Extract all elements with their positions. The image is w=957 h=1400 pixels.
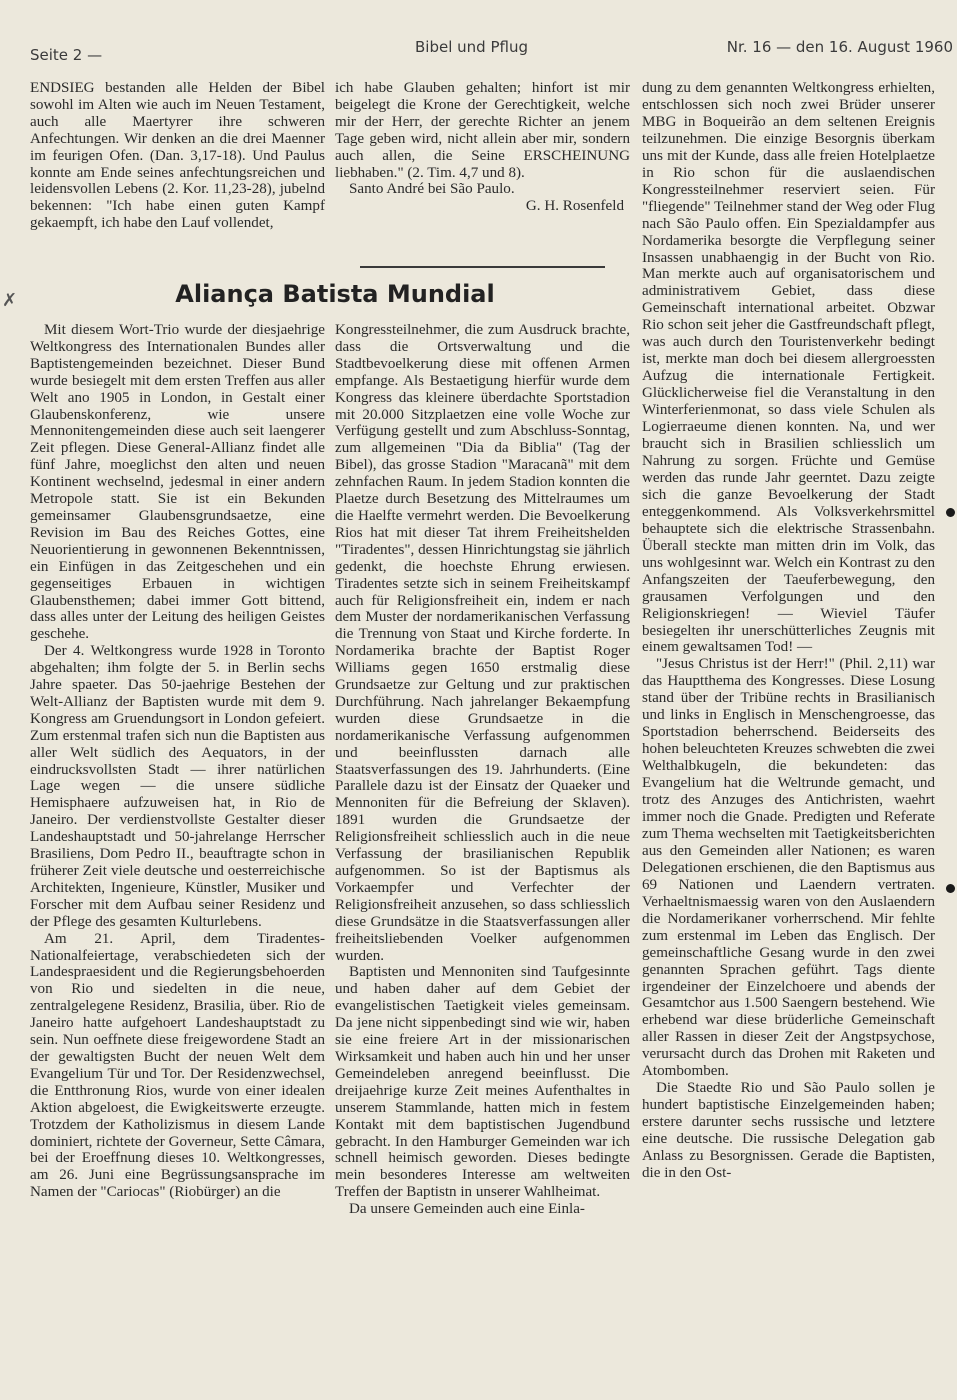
article-column-1 <box>30 322 325 1201</box>
paragraph: Da unsere Gemeinden auch eine Einla- <box>349 1201 585 1218</box>
previous-article-text-cont: ich habe Glauben gehalten; hinfort ist mir beigelegt die Krone der Gerechtigkeit, welche mir der Herr, der gerechte Richter an jenem Tage geben wird, nicht allein aber mir, sondern auch allen, die Seine ERSCHEINUNG liebhaben." (2. Tim. 4,7 und 8). <box>335 80 630 181</box>
paragraph: Baptisten und Mennoniten sind Taufgesinnte und haben daher auf dem Gebiet der evangelistischen Taetigkeit vieles gemeinsam. Da jene nicht sippenbedingt sind wie wir, haben sie eine freiere Art in der missionarischen Wirksamkeit und haben auch hin und her unser Gemeindeleben anregend beeinflusst. Die dreijaehrige kurze Zeit meines Aufenthaltes in unserem Stammlande, hatten mich in festem Kontakt mit dem baptistischen Jugendbund gebracht. In den Hamburger Gemeinden war ich schnell heimisch geworden. Dieses bedingte mein besonderes Interesse am weltweiten Treffen der Baptistn in unserer Wahlheimat. <box>335 964 630 1201</box>
article-title: Aliança Batista Mundial <box>175 280 495 308</box>
page-number: Seite 2 — <box>30 46 103 64</box>
author-place: Santo André bei São Paulo. <box>349 181 515 198</box>
previous-article-col2 <box>335 80 630 215</box>
binding-hole <box>946 508 955 517</box>
margin-mark: ✗ <box>2 290 18 311</box>
paragraph: Der 4. Weltkongress wurde 1928 in Toronto abgehalten; ihm folgte der 5. in Berlin sechs Jahre spaeter. Das 50-jaehrige Bestehen der Welt-Allianz der Baptisten wurde mit dem 9. Kongress am Gruendungsort in London gefeiert. Zum erstenmal trafen sich nun die Baptisten aus aller Welt südlich des Aequators, in der eindrucksvollsten Stadt — ihrer natürlichen Lage wegen — die unsere südliche Hemisphaere aufzuweisen hat, in Rio de Janeiro. Der verdienstvollste Gestalter dieser Landeshauptstadt und 50-jahrelange Herrscher Brasiliens, Dom Pedro II., beauftragte schon in früherer Zeit viele deutsche und oesterreichische Architekten, Ingenieure, Künstler, Musiker und Forscher mit dem Aufbau seiner Residenz und der Pflege des gesamten Kulturlebens. <box>30 643 325 930</box>
paragraph: "Jesus Christus ist der Herr!" (Phil. 2,11) war das Hauptthema des Kongresses. Diese Losung stand über der Tribüne rechts in Brasilianisch und links in Englisch in Menschengroesse, das Sportstadion beherrschend. Beiderseits des hohen beleuchteten Kreuzes schwebten die zwei Welthalbkugeln, die bekundeten: das Evangelium hat die Weltrunde gemacht, und trotz des Anzuges des Antichristen, waehrt immer noch die Gnade. Predigten und Referate zum Thema wechselten mit Taetigkeitsberichten aus den Gemeinden aller Nationen; es waren Delegationen erschienen, die den Baptismus aus 69 Nationen und Laendern vertraten. Verhaeltnismaessig waren von den Auslaendern die Nordamerikaner vorherrschend. Mir fehlte zum erstenmal im Leben das Englisch. Der gemeinschaftliche Gesang wurde in den zwei genannten Sprachen geführt. Tags diente irgendeiner der Einzelchoere und abends der Gesamtchor aus 1.500 Saengern bestehend. Wie erhebend war diese brüderliche Gemeinschaft aller Rassen in dieser Zeit der Angstpsychose, verursacht durch das Drohen mit Raketen und Atombomben. <box>642 656 935 1080</box>
paragraph: Mit diesem Wort-Trio wurde der diesjaehrige Weltkongress des Internationalen Bundes aller Baptistengemeinden bezeichnet. Dieser Bund wurde besiegelt mit dem ersten Treffen aus aller Welt ano 1905 in London, in Gestalt einer Glaubenskonferenz, wie unsere Mennonitengemeinden diese auch seit laengerer Zeit pflegen. Diese General-Allianz findet alle fünf Jahre, moeglichst den alten und neuen Kontinent wechselnd, jedesmal in einer andern Metropole statt. Sie ist ein Bekunden gemeinsamer Glaubensgrundsaetze, eine Revision im Bau des Reiches Gottes, eine Neuorientierung in gewonnenen Bekenntnissen, ein Einfügen in das Zeitgeschehen und ein gegenseitiges Erbauen in wichtigen Glaubensthemen; dabei immer Gott bittend, dass alles unter der Leitung des heiligen Geistes geschehe. <box>30 322 325 643</box>
article-divider <box>360 266 605 268</box>
article-column-3 <box>642 80 935 1182</box>
author-name: G. H. Rosenfeld <box>525 198 624 215</box>
paragraph: dung zu dem genannten Weltkongress erhielten, entschlossen sich noch zwei Brüder unserer MBG in Boqueirão an dem seltenen Ereignis teilzunehmen. Die einzige Besorgnis überkam uns mit der Kunde, dass alle freien Hotelplaetze in Rio schon für die auslaendischen Kongressteilnehmer reserviert seien. Für "fliegende" Teilnehmer stand der Weg oder Flug nach São Paulo offen. Ein Spezialdampfer aus Nordamerika besorgte die Verpflegung seiner Insassen unabhaengig in der Bucht von Rio. Man merkte auch auf organisatorischem und administrativem Gebiet, dass diese Gemeinschaft international arbeitet. Obzwar Rio schon seit jeher die Gastfreundschaft pflegt, was auch durch den Touristenverkehr bedingt ist, merkte man doch bei diesem allergroessten Aufzug die internationale Fertigkeit. Glücklicherweise fiel die Veranstaltung in den Winterferienmonat, so dass viele Schulen als Logierraeume dienen konnten. Na, und wer braucht sich in Brasilien schliesslich um Nahrung zu sorgen. Früchte und Gemüse werden das runde Jahr geerntet. Dazu zeigte sich die ganze Bevoelkerung der Stadt enteggenkommend. Als Volksverkehrsmittel behauptete sich die elektrische Strassenbahn. Überall steckte man mitten drin im Volk, das uns wohlgesinnt war. Welch ein Kontrast zu den Anfangszeiten der Taeuferbewegung, den grausamen Verfolgungen und den Religionskriegen! — Wieviel Täufer besiegelten ihr unerschütterliches Zeugnis mit einem gewaltsamen Tod! — <box>642 80 935 656</box>
page-header <box>30 36 955 66</box>
binding-hole <box>946 884 955 893</box>
publication-title: Bibel und Pflug <box>415 38 528 56</box>
previous-article-text: ENDSIEG bestanden alle Helden der Bibel sowohl im Alten wie auch im Neuen Testament, auch alle Maertyrer ihre schweren Anfechtungen. Wir denken an die drei Maenner im feurigen Ofen. (Dan. 3,17-18). Und Paulus konnte am Ende seines anfechtungsreichen und leidensvollen Lebens (2. Kor. 11,23-28), jubelnd bekennen: "Ich habe einen guten Kampf gekaempft, ich habe den Lauf vollendet, <box>30 80 325 232</box>
paragraph: Die Staedte Rio und São Paulo sollen je hundert baptistische Einzelgemeinden haben; erstere darunter sechs russische und letztere eine deutsche. Die russische Delegation gab Anlass zu Besorgnissen. Gerade die Baptisten, die in den Ost- <box>642 1080 935 1181</box>
paragraph: Am 21. April, dem Tiradentes-Nationalfeiertage, verabschiedeten sich der Landespraesident und die Regierungsbehoerden von Rio und siedelten in die neue, zentralgelegene Residenz, Brasilia, über. Rio de Janeiro hatte aufgehoert Landeshauptstadt zu sein. Nun oeffnete diese freigewordene Stadt an der gewaltigsten Bucht der neuen Welt dem Evangelium Tür und Tor. Der Residenzwechsel, die Entthronung Rios, wurde von einer idealen Aktion abgeloest, die Ewigkeitswerte erzeugte. Trotzdem der Katholizismus in diesem Lande dominiert, richtete der Governeur, Sette Câmara, bei der Eroeffnung dieses 10. Weltkongresses, am 26. Juni eine Begrüssungsansprache im Namen der "Cariocas" (Riobürger) an die <box>30 930 325 1201</box>
previous-article-col1 <box>30 80 325 232</box>
issue-date: Nr. 16 — den 16. August 1960 <box>726 38 953 56</box>
paragraph: Kongressteilnehmer, die zum Ausdruck brachte, dass die Ortsverwaltung und die Stadtbevoelkerung diese mit offenen Armen empfange. Als Bestaetigung hierfür wurde dem Kongress das kleinere überdachte Sportstadion mit 20.000 Sitzplaetzen eine volle Woche zur Verfügung gestellt und zum Abschluss-Sonntag, zum allgemeinen "Dia da Biblia" (Tag der Bibel), das grosse Stadion "Maracanã" mit dem zehnfachen Raum. In jedem Stadion konnten die Plaetze durch Besetzung des Mittelraumes um die Haelfte vermehrt werden. Die Bevoelkerung Rios hat mit dieser Tat ihrem Freiheitshelden "Tiradentes", dessen Hinrichtungstag sie jährlich gedenkt, die hoechste Ehrung erwiesen. Tiradentes setzte sich in seinem Freiheitskampf auch für Religionsfreiheit ein, indem er nach dem Muster der nordamerikanischen Verfassung die Trennung von Staat und Kirche forderte. In Nordamerika brachte der Baptist Roger Williams gegen 1650 erstmalig diese Grundsaetze zur Geltung und zur praktischen Durchführung. Nach jahrelanger Bekaempfung wurden diese Grundsaetze in die nordamerikanische Verfassung aufgenommen und beeinflussten darnach alle Staatsverfassungen des 19. Jahrhunderts. (Eine Parallele dazu ist der Einsatz der Quaeker und Mennoniten für die Befreiung der Sklaven). 1891 wurden die Grundsaetze der Religionsfreiheit schliesslich auch in die neue Verfassung der brasilianischen Republik aufgenommen. So ist der Baptismus als Vorkaempfer und Verfechter der Religionsfreiheit anzusehen, so dass schliesslich diese Grundsätze in die Staatsverfassungen aller freiheitsliebenden Voelker aufgenommen wurden. <box>335 322 630 964</box>
article-column-2 <box>335 322 630 1218</box>
